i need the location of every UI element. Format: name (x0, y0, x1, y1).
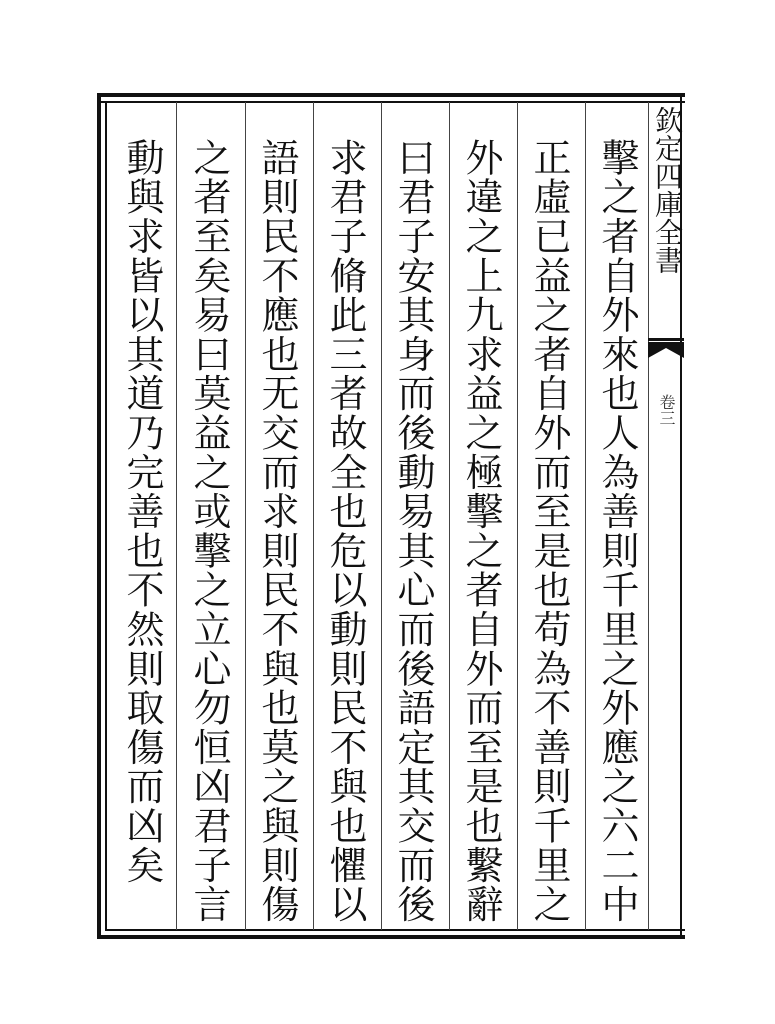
text-column-6: 語則民不應也无交而求則民不與也莫之與則傷 (255, 138, 299, 924)
text-column-1: 擊之者自外來也人為善則千里之外應之六二中 (595, 138, 639, 924)
frame-left-thin-line (105, 101, 107, 931)
text-column-3: 外違之上九求益之極擊之者自外而至是也繫辭 (459, 138, 503, 924)
column-divider (176, 102, 177, 930)
column-divider (449, 102, 450, 930)
frame-top-thin-line (97, 101, 685, 103)
text-column-5: 求君子脩此三者故全也危以動則民不與也懼以 (323, 138, 367, 924)
book-title: 欽定四庫全書 (651, 106, 684, 274)
text-column-4: 曰君子安其身而後動易其心而後語定其交而後 (391, 138, 435, 924)
column-divider (381, 102, 382, 930)
text-column-8: 動與求皆以其道乃完善也不然則取傷而凶矣 (120, 138, 164, 885)
frame-left-thick-line (97, 93, 101, 939)
frame-top-thick-line (97, 93, 685, 97)
fish-tail-mark-icon (648, 338, 684, 374)
column-divider (313, 102, 314, 930)
frame-bottom-thin-line (105, 929, 685, 931)
frame-bottom-thick-line (97, 935, 685, 939)
column-divider (648, 102, 649, 930)
column-divider (585, 102, 586, 930)
column-divider (245, 102, 246, 930)
column-divider (517, 102, 518, 930)
text-column-7: 之者至矣易曰莫益之或擊之立心勿恒凶君子言 (187, 138, 231, 924)
volume-number: 卷三 (657, 394, 676, 426)
text-column-2: 正虛已益之者自外而至是也苟為不善則千里之 (527, 138, 571, 924)
